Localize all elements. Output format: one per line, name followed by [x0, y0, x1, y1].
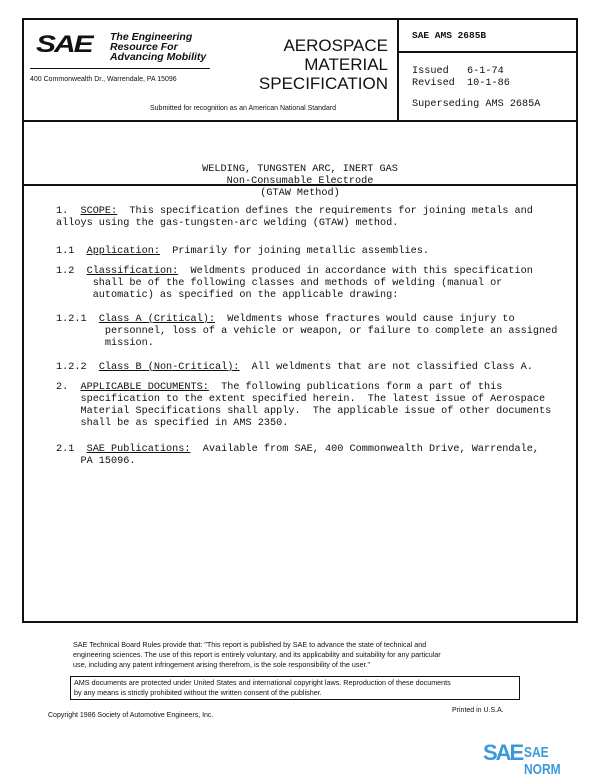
divider: [397, 51, 578, 53]
watermark-logo: SAE: [483, 740, 523, 765]
printed-in: Printed in U.S.A.: [452, 707, 504, 714]
divider: [397, 18, 399, 122]
section-1-2-2: 1.2.2 Class B (Non-Critical): All weldments that are not classified Class A.: [56, 362, 533, 373]
doc-number: SAE AMS 2685B: [412, 30, 487, 41]
divider: [30, 68, 210, 69]
superseding: Superseding AMS 2685A: [412, 99, 541, 110]
section-2: 2. APPLICABLE DOCUMENTS: The following publications form a part of this specification to the extent specified herein. The latest issue of Aerospace Material Specifications shall apply. The applicable issue of other documents shall be as specified in AMS 2350.: [56, 382, 552, 429]
issued-row: Issued 6-1-74: [412, 66, 504, 77]
section-1-2: 1.2 Classification: Weldments produced in accordance with this specification shall be of the following classes and methods of welding (manual or automatic) as specified on the applicable drawing:: [56, 266, 533, 301]
border-bottom: [22, 621, 578, 623]
copyright-notice: AMS documents are protected under United States and international copyright laws. Reproduction of these documents by any means is strictly prohibited without the written consent of the publisher.: [70, 676, 520, 700]
doc-type: AEROSPACE MATERIAL SPECIFICATION: [258, 36, 388, 93]
section-1-1: 1.1 Application: Primarily for joining metallic assemblies.: [56, 246, 429, 257]
watermark-text: SAE NORM: [524, 744, 561, 776]
address: 400 Commonwealth Dr., Warrendale, PA 15096: [30, 76, 177, 83]
document-title: WELDING, TUNGSTEN ARC, INERT GAS Non-Consumable Electrode (GTAW Method): [202, 164, 398, 199]
copyright: Copyright 1986 Society of Automotive Engineers, Inc.: [48, 712, 214, 719]
section-2-1: 2.1 SAE Publications: Available from SAE, 400 Commonwealth Drive, Warrendale, PA 15096.: [56, 444, 539, 467]
submitted-note: Submitted for recognition as an American National Standard: [150, 105, 336, 112]
board-rules: SAE Technical Board Rules provide that: "This report is published by SAE to advance the state of technical and engineering sciences. The use of this report is entirely voluntary, and its applicability and suitability for any particular use, including any patent infringement arising therefrom, is the sole responsibility of the user.": [73, 640, 441, 669]
section-1: 1. SCOPE: This specification defines the requirements for joining metals and alloys using the gas-tungsten-arc welding (GTAW) method.: [56, 206, 533, 229]
sae-logo: SAE: [36, 31, 92, 58]
revised-row: Revised 10-1-86: [412, 78, 510, 89]
section-1-2-1: 1.2.1 Class A (Critical): Weldments whose fractures would cause injury to personnel, loss of a vehicle or weapon, or failure to complete an assigned mission.: [56, 314, 558, 349]
tagline: The Engineering Resource For Advancing Mobility: [110, 31, 207, 63]
